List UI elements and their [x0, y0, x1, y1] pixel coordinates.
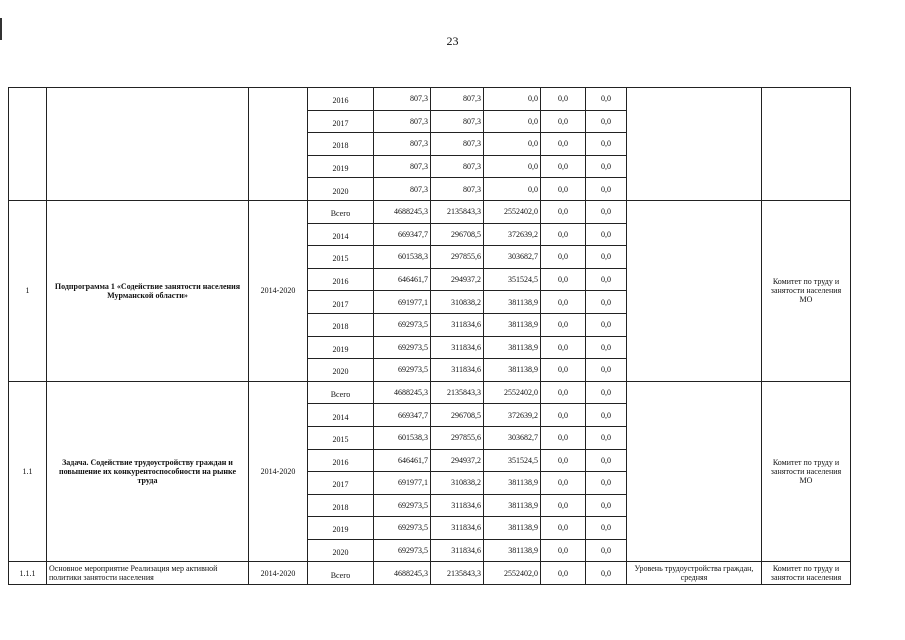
year-cell: 2017	[308, 110, 374, 133]
indicator-cell	[627, 88, 762, 201]
other-value: 0,0	[586, 539, 627, 562]
local-value: 0,0	[541, 88, 586, 111]
year-cell: 2017	[308, 472, 374, 495]
total-value: 807,3	[374, 178, 431, 201]
other-value: 0,0	[586, 291, 627, 314]
local-value: 0,0	[541, 359, 586, 382]
other-value: 0,0	[586, 88, 627, 111]
other-value: 0,0	[586, 110, 627, 133]
other-value: 0,0	[586, 223, 627, 246]
federal-value: 2135843,3	[431, 200, 484, 223]
total-value: 646461,7	[374, 268, 431, 291]
row-name: Задача. Содействие трудоустройству граждан и повышение их конкурентоспособности на рынке труда	[47, 381, 249, 562]
year-cell: 2016	[308, 88, 374, 111]
year-cell: 2018	[308, 313, 374, 336]
year-cell: 2016	[308, 449, 374, 472]
federal-value: 311834,6	[431, 494, 484, 517]
regional-value: 2552402,0	[484, 562, 541, 585]
row-period: 2014-2020	[249, 562, 308, 585]
federal-value: 296708,5	[431, 404, 484, 427]
other-value: 0,0	[586, 472, 627, 495]
total-value: 692973,5	[374, 539, 431, 562]
year-cell: 2020	[308, 178, 374, 201]
row-period: 2014-2020	[249, 200, 308, 381]
federal-value: 807,3	[431, 88, 484, 111]
federal-value: 2135843,3	[431, 562, 484, 585]
year-cell: 2014	[308, 223, 374, 246]
page-number: 23	[446, 34, 459, 48]
regional-value: 381138,9	[484, 359, 541, 382]
row-executor: Комитет по труду и занятости населения МО	[762, 381, 851, 562]
other-value: 0,0	[586, 449, 627, 472]
regional-value: 0,0	[484, 88, 541, 111]
regional-value: 2552402,0	[484, 200, 541, 223]
local-value: 0,0	[541, 313, 586, 336]
row-executor: Комитет по труду и занятости населения МО	[762, 200, 851, 381]
indicator-cell	[627, 381, 762, 562]
federal-value: 294937,2	[431, 268, 484, 291]
federal-value: 807,3	[431, 155, 484, 178]
regional-value: 0,0	[484, 133, 541, 156]
local-value: 0,0	[541, 178, 586, 201]
regional-value: 381138,9	[484, 539, 541, 562]
total-value: 692973,5	[374, 336, 431, 359]
regional-value: 381138,9	[484, 336, 541, 359]
regional-value: 0,0	[484, 110, 541, 133]
local-value: 0,0	[541, 133, 586, 156]
federal-value: 294937,2	[431, 449, 484, 472]
year-cell: 2019	[308, 517, 374, 540]
regional-value: 372639,2	[484, 223, 541, 246]
year-cell: Всего	[308, 381, 374, 404]
local-value: 0,0	[541, 381, 586, 404]
total-value: 691977,1	[374, 291, 431, 314]
year-cell: 2020	[308, 539, 374, 562]
executor-cell	[762, 88, 851, 201]
local-value: 0,0	[541, 155, 586, 178]
year-cell: 2014	[308, 404, 374, 427]
year-cell: Всего	[308, 200, 374, 223]
federal-value: 310838,2	[431, 472, 484, 495]
total-value: 601538,3	[374, 246, 431, 269]
regional-value: 381138,9	[484, 472, 541, 495]
total-value: 692973,5	[374, 313, 431, 336]
regional-value: 0,0	[484, 178, 541, 201]
row-number: 1	[9, 200, 47, 381]
federal-value: 297855,6	[431, 246, 484, 269]
period-cell	[249, 88, 308, 201]
total-value: 692973,5	[374, 359, 431, 382]
federal-value: 297855,6	[431, 426, 484, 449]
local-value: 0,0	[541, 404, 586, 427]
year-cell: 2015	[308, 426, 374, 449]
federal-value: 807,3	[431, 178, 484, 201]
other-value: 0,0	[586, 404, 627, 427]
year-cell: 2019	[308, 336, 374, 359]
total-value: 807,3	[374, 133, 431, 156]
federal-value: 2135843,3	[431, 381, 484, 404]
regional-value: 303682,7	[484, 426, 541, 449]
budget-table	[8, 87, 851, 585]
local-value: 0,0	[541, 539, 586, 562]
federal-value: 311834,6	[431, 539, 484, 562]
other-value: 0,0	[586, 178, 627, 201]
other-value: 0,0	[586, 200, 627, 223]
row-name: Подпрограмма 1 «Содействие занятости населения Мурманской области»	[47, 200, 249, 381]
local-value: 0,0	[541, 426, 586, 449]
num-cell	[9, 88, 47, 201]
other-value: 0,0	[586, 359, 627, 382]
federal-value: 311834,6	[431, 336, 484, 359]
total-value: 4688245,3	[374, 562, 431, 585]
total-value: 669347,7	[374, 404, 431, 427]
federal-value: 296708,5	[431, 223, 484, 246]
regional-value: 0,0	[484, 155, 541, 178]
local-value: 0,0	[541, 268, 586, 291]
other-value: 0,0	[586, 313, 627, 336]
year-cell: 2015	[308, 246, 374, 269]
local-value: 0,0	[541, 517, 586, 540]
year-cell: 2020	[308, 359, 374, 382]
name-cell	[47, 88, 249, 201]
total-value: 691977,1	[374, 472, 431, 495]
table-row	[9, 200, 851, 223]
regional-value: 303682,7	[484, 246, 541, 269]
total-value: 4688245,3	[374, 381, 431, 404]
row-number: 1.1.1	[9, 562, 47, 585]
year-cell: 2019	[308, 155, 374, 178]
federal-value: 311834,6	[431, 517, 484, 540]
other-value: 0,0	[586, 336, 627, 359]
year-cell: Всего	[308, 562, 374, 585]
local-value: 0,0	[541, 494, 586, 517]
other-value: 0,0	[586, 517, 627, 540]
table-row	[9, 381, 851, 404]
row-period: 2014-2020	[249, 381, 308, 562]
regional-value: 381138,9	[484, 494, 541, 517]
regional-value: 351524,5	[484, 268, 541, 291]
total-value: 692973,5	[374, 494, 431, 517]
local-value: 0,0	[541, 200, 586, 223]
local-value: 0,0	[541, 291, 586, 314]
total-value: 646461,7	[374, 449, 431, 472]
row-executor: Комитет по труду и занятости населения	[762, 562, 851, 585]
year-cell: 2018	[308, 133, 374, 156]
local-value: 0,0	[541, 562, 586, 585]
regional-value: 381138,9	[484, 517, 541, 540]
federal-value: 311834,6	[431, 359, 484, 382]
federal-value: 807,3	[431, 133, 484, 156]
regional-value: 2552402,0	[484, 381, 541, 404]
total-value: 807,3	[374, 88, 431, 111]
local-value: 0,0	[541, 110, 586, 133]
local-value: 0,0	[541, 472, 586, 495]
other-value: 0,0	[586, 381, 627, 404]
local-value: 0,0	[541, 223, 586, 246]
regional-value: 381138,9	[484, 291, 541, 314]
federal-value: 310838,2	[431, 291, 484, 314]
other-value: 0,0	[586, 133, 627, 156]
year-cell: 2016	[308, 268, 374, 291]
row-name: Основное мероприятие Реализация мер активной политики занятости населения	[47, 562, 249, 585]
table-row	[9, 562, 851, 585]
year-cell: 2018	[308, 494, 374, 517]
other-value: 0,0	[586, 494, 627, 517]
row-indicator: Уровень трудоустройства граждан, средняя	[627, 562, 762, 585]
other-value: 0,0	[586, 155, 627, 178]
table-row	[9, 88, 851, 111]
federal-value: 807,3	[431, 110, 484, 133]
row-number: 1.1	[9, 381, 47, 562]
regional-value: 351524,5	[484, 449, 541, 472]
other-value: 0,0	[586, 246, 627, 269]
total-value: 807,3	[374, 110, 431, 133]
regional-value: 381138,9	[484, 313, 541, 336]
local-value: 0,0	[541, 449, 586, 472]
total-value: 601538,3	[374, 426, 431, 449]
other-value: 0,0	[586, 268, 627, 291]
indicator-cell	[627, 200, 762, 381]
total-value: 692973,5	[374, 517, 431, 540]
regional-value: 372639,2	[484, 404, 541, 427]
local-value: 0,0	[541, 336, 586, 359]
total-value: 807,3	[374, 155, 431, 178]
year-cell: 2017	[308, 291, 374, 314]
local-value: 0,0	[541, 246, 586, 269]
other-value: 0,0	[586, 562, 627, 585]
total-value: 669347,7	[374, 223, 431, 246]
total-value: 4688245,3	[374, 200, 431, 223]
other-value: 0,0	[586, 426, 627, 449]
federal-value: 311834,6	[431, 313, 484, 336]
